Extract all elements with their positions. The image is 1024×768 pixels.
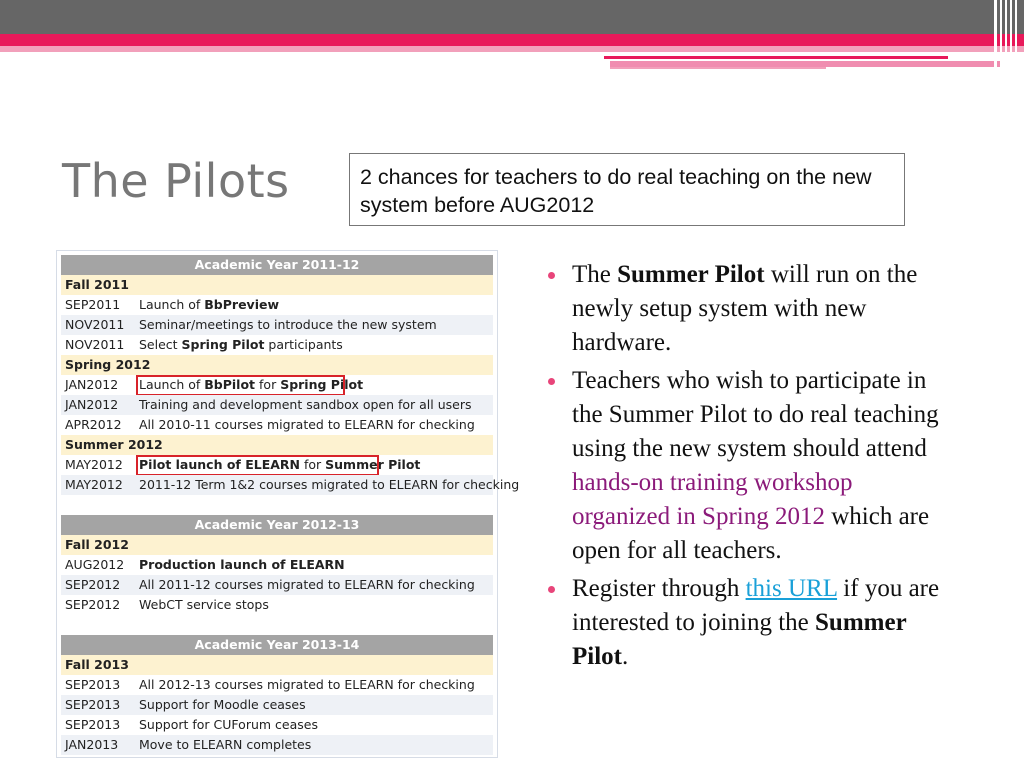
timeline-row	[61, 455, 493, 475]
row-date: JAN2013	[65, 737, 119, 752]
register-link[interactable]: this URL	[745, 575, 838, 602]
row-description: Pilot launch of ELEARN for Summer Pilot	[139, 457, 421, 472]
timeline-row	[61, 595, 493, 615]
bullet-item	[548, 364, 952, 568]
row-bold: Spring Pilot	[181, 337, 265, 352]
section-header: Academic Year 2012-13	[61, 515, 493, 535]
bullet-text: if you are interested to joining the	[572, 575, 940, 636]
decor-stripe	[994, 0, 997, 68]
header-band-pink	[0, 34, 1024, 46]
bullet-bold: Summer Pilot	[617, 261, 765, 288]
row-bold: BbPreview	[204, 297, 280, 312]
timeline-row	[61, 735, 493, 755]
decor-stripe	[1015, 0, 1017, 68]
row-date: SEP2011	[65, 297, 121, 312]
row-date: SEP2012	[65, 597, 121, 612]
bullet-text: Register through	[572, 575, 746, 602]
bullet-text: Teachers who wish to participate in the Summer Pilot to do real teaching using the new system should attend	[572, 367, 939, 462]
header-band-dark	[0, 0, 1024, 34]
row-date: MAY2012	[65, 457, 123, 472]
timeline-row	[61, 575, 493, 595]
bullet-text: The	[572, 261, 618, 288]
timeline-row	[61, 555, 493, 575]
callout-box: 2 chances for teachers to do real teaching on the new system before AUG2012	[349, 153, 905, 226]
row-date: MAY2012	[65, 477, 123, 492]
bullet-list	[548, 258, 952, 678]
timeline-row	[61, 315, 493, 335]
term-label: Fall 2012	[61, 535, 493, 555]
row-description: Launch of BbPilot for Spring Pilot	[139, 377, 364, 392]
row-description: All 2012-13 courses migrated to ELEARN for checking	[139, 677, 475, 692]
row-description: Seminar/meetings to introduce the new system	[139, 317, 437, 332]
term-label: Fall 2013	[61, 655, 493, 675]
row-description: Support for CUForum ceases	[139, 717, 318, 732]
accent-line	[604, 56, 948, 59]
highlight-box	[136, 455, 379, 476]
row-description: 2011-12 Term 1&2 courses migrated to ELEARN for checking	[139, 477, 520, 492]
term-label: Fall 2011	[61, 275, 493, 295]
row-description: Support for Moodle ceases	[139, 697, 306, 712]
row-bold: Summer Pilot	[325, 457, 421, 472]
timeline-section	[61, 635, 493, 755]
timeline-row	[61, 675, 493, 695]
timeline-section	[61, 255, 520, 495]
bullet-bold: Summer Pilot	[572, 609, 907, 670]
row-bold: Production launch of ELEARN	[139, 557, 345, 572]
row-date: JAN2012	[65, 377, 119, 392]
decor-stripe	[1010, 0, 1012, 68]
row-bold: Spring Pilot	[280, 377, 364, 392]
timeline-row	[61, 375, 493, 395]
row-description: All 2011-12 courses migrated to ELEARN for checking	[139, 577, 475, 592]
row-date: NOV2011	[65, 337, 125, 352]
timeline-row	[61, 715, 493, 735]
row-description: Move to ELEARN completes	[139, 737, 312, 752]
row-date: SEP2013	[65, 717, 121, 732]
row-date: SEP2013	[65, 677, 121, 692]
timeline-row	[61, 295, 493, 315]
header-band-light-pink	[0, 46, 1024, 52]
section-header: Academic Year 2011-12	[61, 255, 493, 275]
row-description: WebCT service stops	[139, 597, 269, 612]
decor-stripe	[1005, 0, 1007, 68]
timeline-row	[61, 335, 493, 355]
timeline-row	[61, 395, 493, 415]
highlight-box	[136, 375, 345, 396]
row-bold: Pilot launch of ELEARN	[139, 457, 301, 472]
timeline-row	[61, 475, 520, 495]
timeline-row	[61, 695, 493, 715]
timeline-table	[56, 250, 520, 758]
row-description: Select Spring Pilot participants	[139, 337, 343, 352]
row-date: APR2012	[65, 417, 122, 432]
timeline-section	[61, 515, 493, 615]
slide-title: The Pilots	[62, 154, 290, 208]
row-date: JAN2012	[65, 397, 119, 412]
bullet-text: will run on the newly setup system with new hardware.	[572, 261, 918, 356]
bullet-highlight: hands-on training workshop organized in Spring 2012	[572, 469, 853, 530]
term-label: Spring 2012	[61, 355, 493, 375]
bullet-item	[548, 258, 952, 360]
bullet-item	[548, 572, 952, 674]
row-date: SEP2013	[65, 697, 121, 712]
bullet-text: which are open for all teachers.	[572, 503, 930, 564]
row-date: SEP2012	[65, 577, 121, 592]
timeline-row	[61, 415, 493, 435]
row-description	[139, 555, 345, 575]
decor-stripe	[1000, 0, 1002, 68]
accent-bar-thin	[610, 67, 826, 69]
row-date: AUG2012	[65, 557, 125, 572]
row-description: All 2010-11 courses migrated to ELEARN for checking	[139, 417, 475, 432]
section-header: Academic Year 2013-14	[61, 635, 493, 655]
row-bold: BbPilot	[204, 377, 256, 392]
row-description: Launch of BbPreview	[139, 297, 280, 312]
row-date: NOV2011	[65, 317, 125, 332]
row-description: Training and development sandbox open for all users	[139, 397, 472, 412]
bullet-text: .	[622, 643, 629, 670]
term-label: Summer 2012	[61, 435, 493, 455]
